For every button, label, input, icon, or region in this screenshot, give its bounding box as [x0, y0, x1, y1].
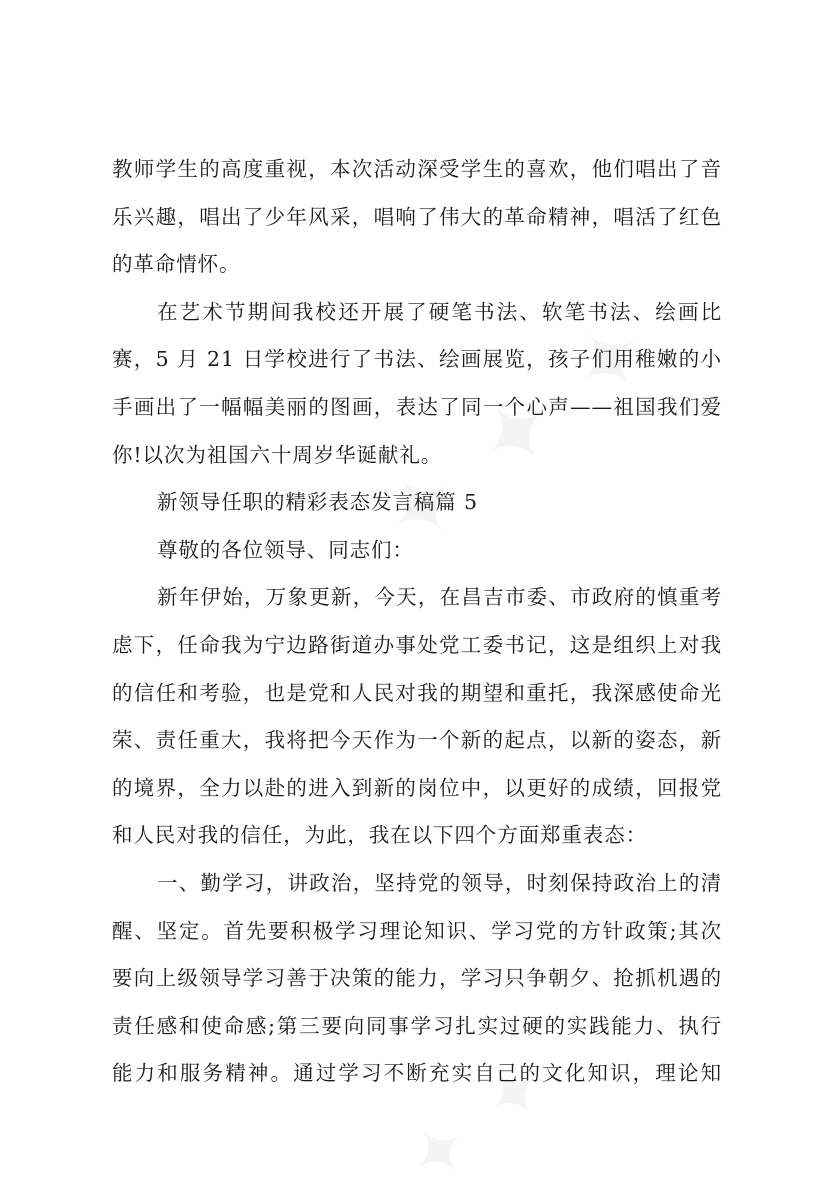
text-line: 新年伊始，万象更新，今天，在昌吉市委、市政府的慎重考: [157, 585, 722, 610]
salutation: 尊敬的各位领导、同志们：: [157, 537, 414, 562]
text-line: 在艺术节期间我校还开展了硬笔书法、软笔书法、绘画比: [157, 299, 722, 324]
text-line: 荣、责任重大，我将把今天作为一个新的起点，以新的姿态，新: [112, 728, 722, 753]
text-line: 的境界，全力以赴的进入到新的岗位中，以更好的成绩，回报党: [112, 775, 722, 800]
text-line: 你!以次为祖国六十周岁华诞献礼。: [112, 442, 443, 467]
document-body: [112, 146, 722, 1098]
text-line: 能力和服务精神。通过学习不断充实自己的文化知识，理论知: [112, 1061, 722, 1086]
section-heading: 新领导任职的精彩表态发言稿篇 5: [157, 490, 478, 515]
text-line: 乐兴趣，唱出了少年风采，唱响了伟大的革命精神，唱活了红色: [112, 204, 722, 229]
text-line: 和人民对我的信任，为此，我在以下四个方面郑重表态：: [112, 823, 647, 848]
text-line: 手画出了一幅幅美丽的图画，表达了同一个心声——祖国我们爱: [112, 394, 722, 419]
text-line: 赛，5 月 21 日学校进行了书法、绘画展览，孩子们用稚嫩的小: [112, 347, 722, 372]
text-line: 教师学生的高度重视，本次活动深受学生的喜欢，他们唱出了音: [112, 157, 722, 181]
text-line: 的革命情怀。: [112, 252, 241, 277]
text-line: 要向上级领导学习善于决策的能力，学习只争朝夕、抢抓机遇的: [112, 966, 722, 991]
text-line: 醒、坚定。首先要积极学习理论知识、学习党的方针政策;其次: [112, 918, 722, 943]
text-line: 责任感和使命感;第三要向同事学习扎实过硬的实践能力、执行: [112, 1013, 722, 1038]
text-line: 一、勤学习，讲政治，坚持党的领导，时刻保持政治上的清: [157, 870, 722, 895]
text-line: 虑下，任命我为宁边路街道办事处党工委书记，这是组织上对我: [112, 632, 722, 657]
text-line: 的信任和考验，也是党和人民对我的期望和重托，我深感使命光: [112, 680, 722, 705]
